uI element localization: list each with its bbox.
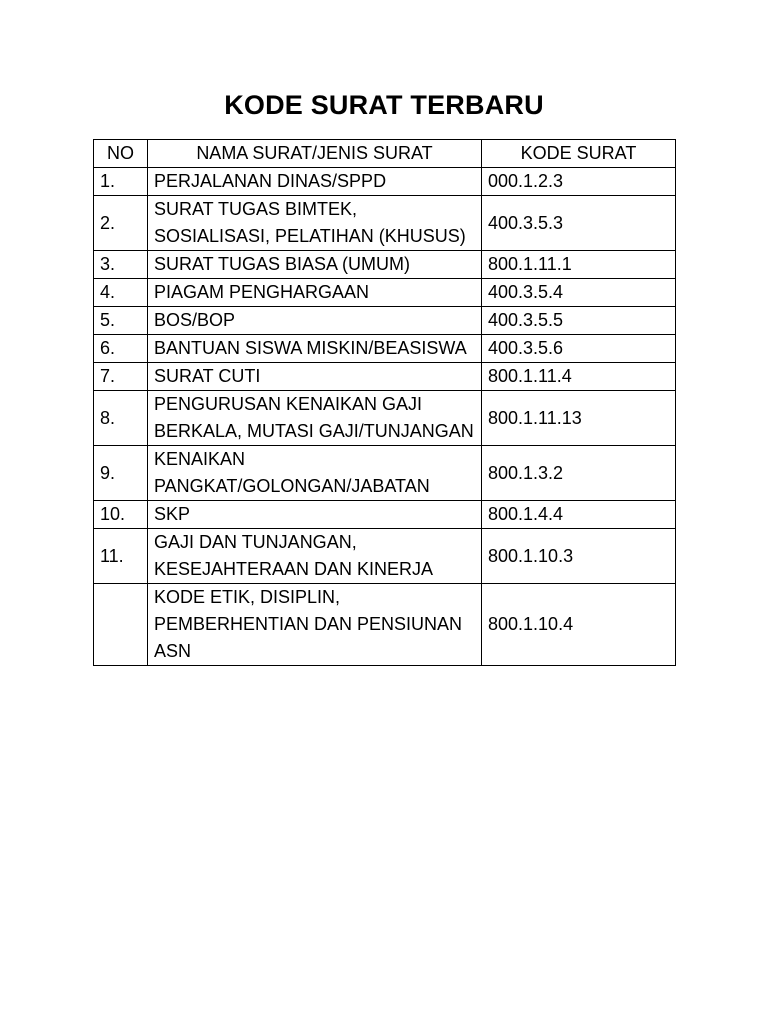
cell-nama-surat: BANTUAN SISWA MISKIN/BEASISWA <box>148 335 482 363</box>
cell-kode-surat: 800.1.10.4 <box>482 584 676 666</box>
cell-kode-surat: 400.3.5.4 <box>482 279 676 307</box>
cell-nama-surat: SURAT TUGAS BIMTEK, SOSIALISASI, PELATIHAN (KHUSUS) <box>148 196 482 251</box>
table-row <box>94 501 676 529</box>
cell-no: 10. <box>94 501 148 529</box>
header-kode-surat: KODE SURAT <box>482 140 676 168</box>
table-row <box>94 584 676 666</box>
cell-kode-surat: 400.3.5.6 <box>482 335 676 363</box>
cell-kode-surat: 000.1.2.3 <box>482 168 676 196</box>
kode-surat-table <box>93 139 676 666</box>
cell-nama-surat: BOS/BOP <box>148 307 482 335</box>
table-row <box>94 279 676 307</box>
header-nama-surat: NAMA SURAT/JENIS SURAT <box>148 140 482 168</box>
table-row <box>94 391 676 446</box>
table-row <box>94 363 676 391</box>
cell-no: 1. <box>94 168 148 196</box>
cell-no: 9. <box>94 446 148 501</box>
cell-no <box>94 584 148 666</box>
page-title: KODE SURAT TERBARU <box>224 90 544 120</box>
cell-no: 7. <box>94 363 148 391</box>
cell-no: 5. <box>94 307 148 335</box>
cell-kode-surat: 800.1.4.4 <box>482 501 676 529</box>
header-no: NO <box>94 140 148 168</box>
table-row <box>94 196 676 251</box>
cell-kode-surat: 800.1.11.4 <box>482 363 676 391</box>
cell-nama-surat: PERJALANAN DINAS/SPPD <box>148 168 482 196</box>
table-row <box>94 529 676 584</box>
cell-nama-surat: KENAIKAN PANGKAT/GOLONGAN/JABATAN <box>148 446 482 501</box>
cell-no: 11. <box>94 529 148 584</box>
cell-kode-surat: 800.1.10.3 <box>482 529 676 584</box>
cell-no: 2. <box>94 196 148 251</box>
cell-no: 8. <box>94 391 148 446</box>
table-row <box>94 446 676 501</box>
table-header-row <box>94 140 676 168</box>
cell-nama-surat: KODE ETIK, DISIPLIN, PEMBERHENTIAN DAN PENSIUNAN ASN <box>148 584 482 666</box>
cell-nama-surat: SKP <box>148 501 482 529</box>
cell-kode-surat: 800.1.11.1 <box>482 251 676 279</box>
cell-nama-surat: PIAGAM PENGHARGAAN <box>148 279 482 307</box>
table-row <box>94 307 676 335</box>
cell-nama-surat: GAJI DAN TUNJANGAN, KESEJAHTERAAN DAN KINERJA <box>148 529 482 584</box>
table-row <box>94 168 676 196</box>
cell-nama-surat: SURAT CUTI <box>148 363 482 391</box>
table-row <box>94 335 676 363</box>
cell-nama-surat: SURAT TUGAS BIASA (UMUM) <box>148 251 482 279</box>
cell-no: 6. <box>94 335 148 363</box>
cell-kode-surat: 400.3.5.3 <box>482 196 676 251</box>
cell-kode-surat: 800.1.3.2 <box>482 446 676 501</box>
cell-no: 3. <box>94 251 148 279</box>
cell-kode-surat: 800.1.11.13 <box>482 391 676 446</box>
table-row <box>94 251 676 279</box>
cell-no: 4. <box>94 279 148 307</box>
cell-kode-surat: 400.3.5.5 <box>482 307 676 335</box>
cell-nama-surat: PENGURUSAN KENAIKAN GAJI BERKALA, MUTASI GAJI/TUNJANGAN <box>148 391 482 446</box>
